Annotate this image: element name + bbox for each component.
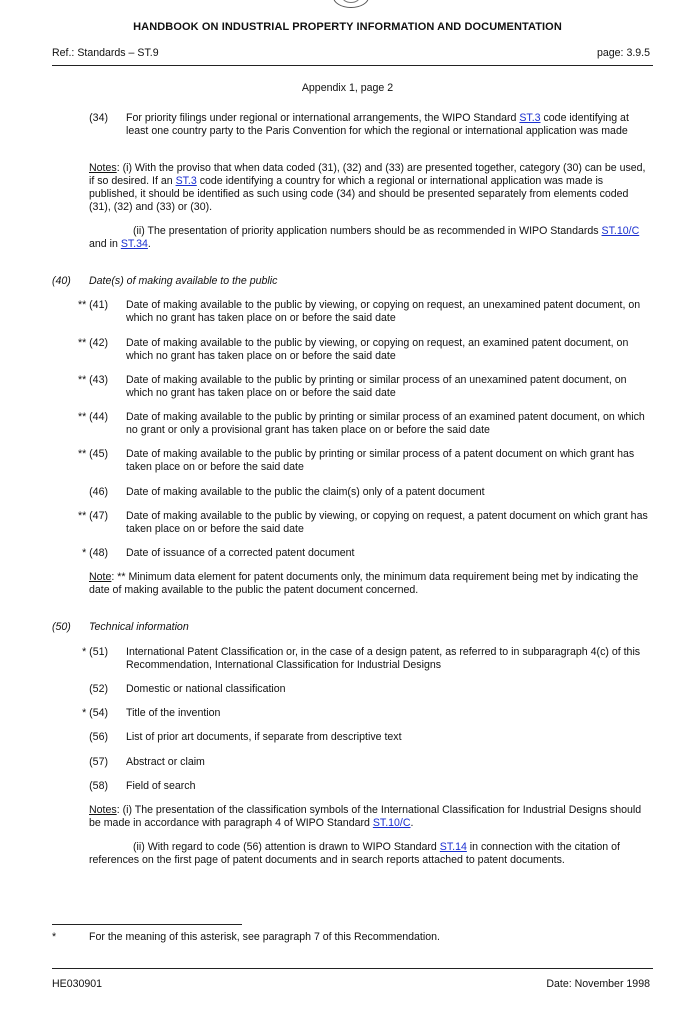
item-34-number: (34) [89,112,108,124]
item-text: Date of making available to the public the claim(s) only of a patent document [126,486,485,498]
item-number: (57) [89,756,108,768]
item-text: Domestic or national classification [126,683,286,695]
st3-link[interactable]: ST.3 [519,112,541,124]
item-text: Date of making available to the public by viewing, or copying on request, a patent document on which grant has taken place on or before the said date [126,510,648,535]
header-rule [52,65,653,66]
notes-priority-i: Notes: (i) With the proviso that when data coded (31), (32) and (33) are presented together, category (30) can be used, if so desired. If an ST.3 code identifying a country for which a regional or international application was made is published, it should be identified as such using code (34) and should be presented separately from elements coded (31), (32) and (33) or (30). [89,162,646,213]
item-text: Date of issuance of a corrected patent document [126,547,355,559]
item-34-text: For priority filings under regional or international arrangements, the WIPO Standard ST.3 code identifying at least one country party to the Paris Convention for which the regional or international application was made [126,112,629,137]
item-number: ** (44) [77,411,108,423]
footnote-rule [52,924,242,925]
document-date: Date: November 1998 [546,978,650,990]
st3-link[interactable]: ST.3 [175,175,197,187]
item-text: Date of making available to the public by viewing, or copying on request, an unexamined patent document, on which no grant has taken place on or before the said date [126,299,641,324]
appendix-label: Appendix 1, page 2 [301,82,394,94]
note-minimum-data: Note: ** Minimum data element for patent documents only, the minimum data requirement being met by indicating the date of making available to the public the patent document concerned. [89,571,639,596]
st14-link[interactable]: ST.14 [439,841,467,853]
item-number: ** (45) [77,448,108,460]
notes-classification-i: Notes: (i) The presentation of the classification symbols of the International Classification for Industrial Designs should be made in accordance with paragraph 4 of WIPO Standard ST.10/C. [89,804,642,829]
item-number: (56) [89,731,108,743]
item-text: List of prior art documents, if separate from descriptive text [126,731,402,743]
item-text: Title of the invention [126,707,221,719]
item-number: (58) [89,780,108,792]
item-number: ** (47) [77,510,108,522]
st10c-link[interactable]: ST.10/C [372,817,411,829]
section-40-heading: (40) Date(s) of making available to the public [52,275,278,287]
item-text: International Patent Classification or, in the case of a design patent, as referred to in subparagraph 4(c) of this Recommendation, International Classification for Industrial Designs [126,646,641,671]
item-text: Field of search [126,780,196,792]
item-text: Date of making available to the public by printing or similar process of an unexamined patent document, on which no grant has taken place on or before the said date [126,374,627,399]
item-number: ** (41) [77,299,108,311]
item-number: (46) [89,486,108,498]
notes-priority-ii: (ii) The presentation of priority application numbers should be as recommended in WIPO Standards ST.10/C and in ST.34. [89,225,640,250]
footer-rule [52,968,653,969]
reference: Ref.: Standards – ST.9 [52,47,159,59]
item-text: Date of making available to the public by viewing, or copying on request, an examined patent document, on which no grant has taken place on or before the said date [126,337,629,362]
document-code: HE030901 [52,978,103,990]
page-number: page: 3.9.5 [596,47,650,59]
item-number: * (48) [82,547,108,559]
handbook-title: HANDBOOK ON INDUSTRIAL PROPERTY INFORMATION AND DOCUMENTATION [133,21,562,33]
item-number: * (51) [82,646,108,658]
section-50-heading: (50) Technical information [52,621,189,633]
item-number: ** (43) [77,374,108,386]
item-text: Date of making available to the public by printing or similar process of an examined patent document, on which no grant or only a provisional grant has taken place on or before the said date [126,411,645,436]
item-number: * (54) [82,707,108,719]
wipo-emblem-icon [333,0,369,8]
item-text: Abstract or claim [126,756,205,768]
footnote-text: For the meaning of this asterisk, see paragraph 7 of this Recommendation. [89,931,440,943]
item-text: Date of making available to the public by printing or similar process of a patent document on which grant has taken place on or before the said date [126,448,635,473]
notes-classification-ii: (ii) With regard to code (56) attention is drawn to WIPO Standard ST.14 in connection with the citation of references on the first page of patent documents and in search reports attached to patent documents. [89,841,620,866]
st10c-link[interactable]: ST.10/C [601,225,640,237]
st34-link[interactable]: ST.34 [120,238,148,250]
footnote-marker: * [52,931,57,943]
item-number: ** (42) [77,337,108,349]
item-number: (52) [89,683,108,695]
